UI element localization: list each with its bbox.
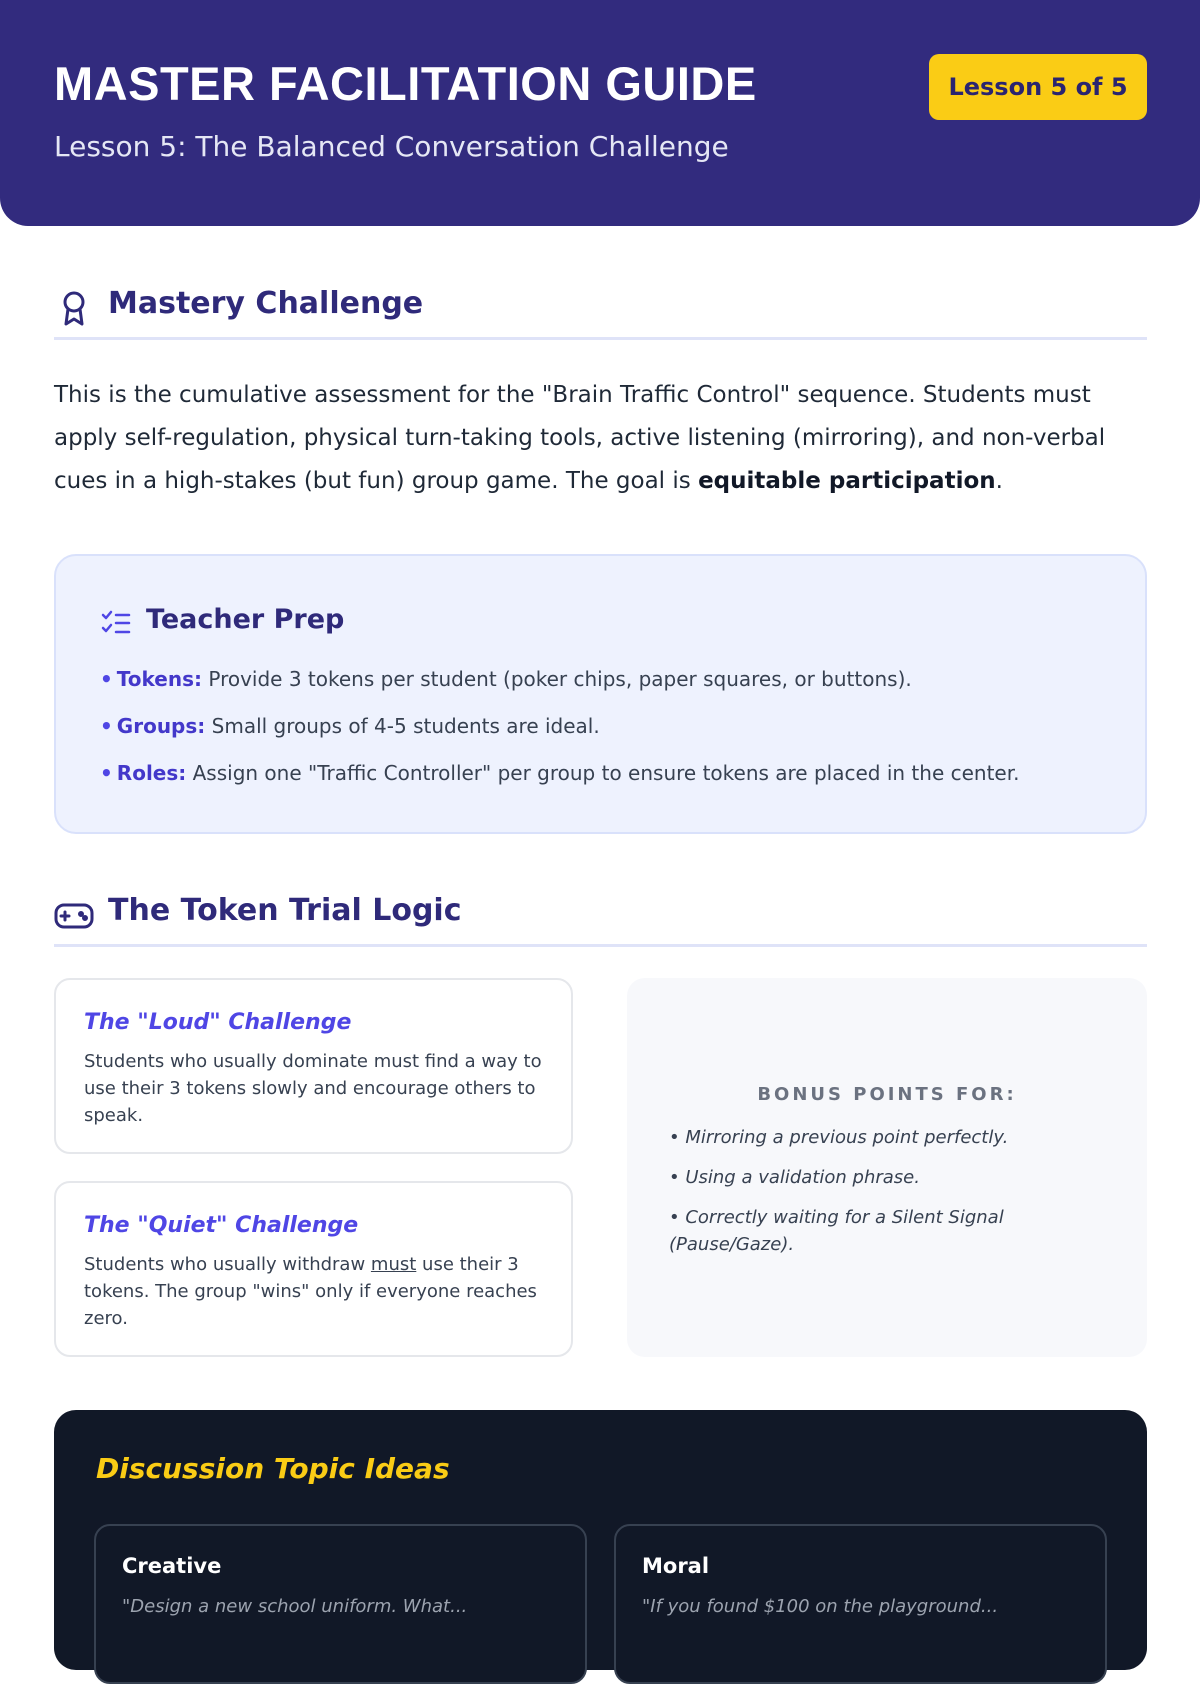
prep-item-text: Small groups of 4-5 students are ideal. bbox=[205, 714, 600, 738]
list-item: • Mirroring a previous point perfectly. bbox=[669, 1127, 1009, 1148]
list-item: • Tokens: Provide 3 tokens per student (poker chips, paper squares, or buttons). bbox=[100, 667, 912, 691]
intro-text: This is the cumulative assessment for the "Brain Traffic Control" sequence. Students must apply self-regulation, physical turn-taking tools, active listening (mirroring), and non-verbal cues in a high-stakes (but fun) group game. The goal is bbox=[54, 382, 1106, 494]
intro-end: . bbox=[995, 468, 1003, 494]
logic-section-heading bbox=[54, 891, 1147, 947]
quiet-body-emphasis: must bbox=[370, 1254, 417, 1275]
topic-label: Moral bbox=[642, 1554, 710, 1578]
teacher-prep-card bbox=[54, 554, 1147, 834]
prep-item-key: Tokens: bbox=[116, 667, 202, 691]
lesson-badge: Lesson 5 of 5 bbox=[929, 54, 1147, 120]
quiet-body-end: use their 3 tokens. The group "wins" only if everyone reaches zero. bbox=[84, 1254, 537, 1329]
prep-item-text: Provide 3 tokens per student (poker chips, paper squares, or buttons). bbox=[202, 667, 912, 691]
loud-challenge-card bbox=[54, 978, 573, 1154]
list-item: • Groups: Small groups of 4-5 students are ideal. bbox=[100, 714, 600, 738]
quiet-body-start: Students who usually withdraw bbox=[84, 1254, 371, 1275]
list-item: • Roles: Assign one "Traffic Controller" per group to ensure tokens are placed in the center. bbox=[100, 761, 1020, 785]
prep-item-key: Groups: bbox=[116, 714, 206, 738]
bonus-points-title: BONUS POINTS FOR: bbox=[757, 1084, 1017, 1105]
list-item: • Correctly waiting for a Silent Signal (Pause/Gaze). bbox=[669, 1207, 1004, 1255]
topic-card-creative bbox=[94, 1524, 587, 1684]
page-header bbox=[0, 0, 1200, 226]
prep-item-text: Assign one "Traffic Controller" per group to ensure tokens are placed in the center. bbox=[186, 761, 1020, 785]
intro-bold-text: equitable participation bbox=[698, 468, 996, 494]
checklist-icon bbox=[100, 608, 132, 640]
topic-text: "If you found $100 on the playground... bbox=[642, 1596, 999, 1617]
mastery-heading: Mastery Challenge bbox=[108, 286, 424, 321]
gamepad-icon bbox=[54, 895, 94, 935]
prep-item-key: Roles: bbox=[116, 761, 187, 785]
page-subtitle: Lesson 5: The Balanced Conversation Challenge bbox=[54, 130, 729, 163]
quiet-challenge-card bbox=[54, 1181, 573, 1357]
bonus-points-list bbox=[669, 1124, 1109, 1271]
topic-card-moral bbox=[614, 1524, 1107, 1684]
logic-heading: The Token Trial Logic bbox=[108, 893, 462, 928]
quiet-challenge-body bbox=[84, 1251, 554, 1332]
bonus-points-card bbox=[627, 978, 1147, 1357]
discussion-topics-heading: Discussion Topic Ideas bbox=[96, 1452, 450, 1485]
mastery-intro bbox=[54, 374, 1154, 503]
quiet-challenge-title: The "Quiet" Challenge bbox=[84, 1213, 359, 1238]
discussion-topics-panel bbox=[54, 1410, 1147, 1670]
topic-label: Creative bbox=[122, 1554, 222, 1578]
loud-challenge-title: The "Loud" Challenge bbox=[84, 1010, 352, 1035]
loud-challenge-body: Students who usually dominate must find a way to use their 3 tokens slowly and encourage others to speak. bbox=[84, 1051, 542, 1126]
award-ribbon-icon bbox=[54, 288, 94, 328]
topic-text: "Design a new school uniform. What... bbox=[122, 1596, 468, 1617]
teacher-prep-heading: Teacher Prep bbox=[146, 604, 345, 635]
mastery-section-heading bbox=[54, 284, 1147, 340]
list-item: • Using a validation phrase. bbox=[669, 1167, 920, 1188]
page-title: MASTER FACILITATION GUIDE bbox=[54, 57, 757, 110]
teacher-prep-list bbox=[100, 667, 1019, 808]
